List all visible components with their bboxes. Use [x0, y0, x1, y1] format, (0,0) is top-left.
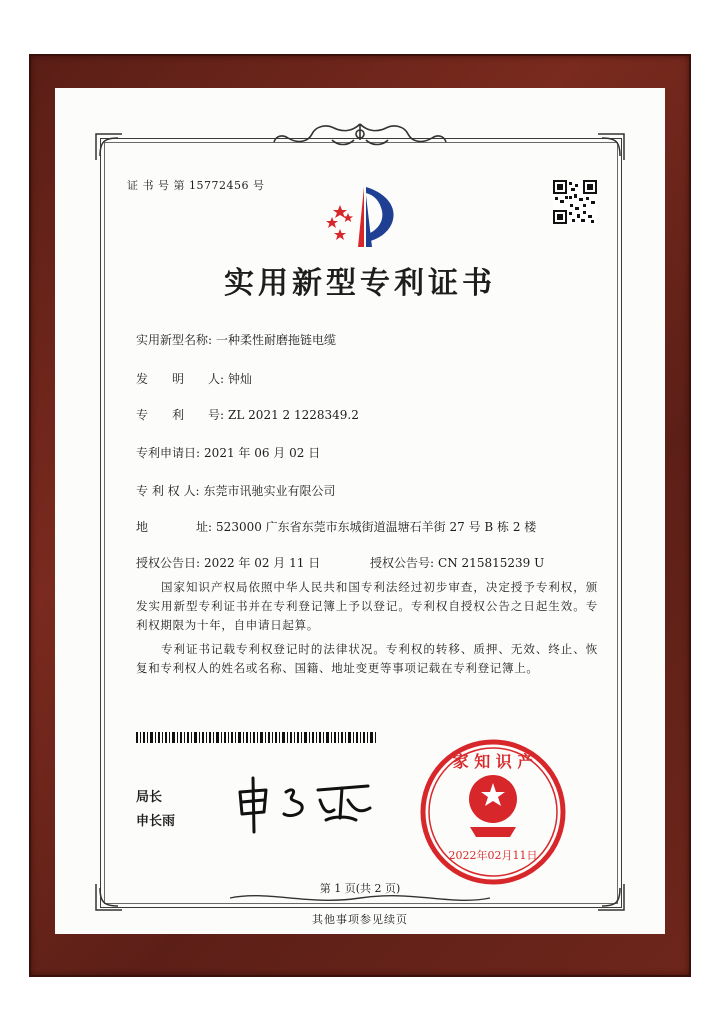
signatory-name: 申长雨 [136, 814, 176, 829]
field-value: ZL 2021 2 1228349.2 [228, 408, 359, 422]
field-value: 钟灿 [228, 372, 253, 386]
cnipa-logo-icon [318, 183, 410, 251]
legal-paragraph-2: 专利证书记载专利权登记时的法律状况。专利权的转移、质押、无效、终止、恢复和专利权人的姓名或名称、国籍、地址变更等事项记载在专利登记簿上。 [136, 642, 598, 675]
field-value: 一种柔性耐磨拖链电缆 [216, 333, 337, 347]
field-value: 2022 年 02 月 11 日 [204, 556, 321, 570]
field-label: 地 址: [136, 520, 213, 534]
field-value: 2021 年 06 月 02 日 [204, 446, 321, 460]
field-grant-number [370, 554, 544, 571]
field-label: 授权公告日: [136, 556, 201, 570]
certificate-number: 证 书 号 第 15772456 号 [127, 179, 265, 192]
certificate-title: 实用新型专利证书 [224, 266, 496, 301]
page-number: 第 1 页(共 2 页) [319, 882, 401, 895]
field-inventor [136, 370, 252, 387]
top-ornament-icon [272, 120, 448, 150]
official-seal-icon [418, 737, 568, 887]
qr-code-icon [553, 180, 597, 224]
field-grant-date [136, 554, 320, 571]
field-patent-number [136, 406, 359, 423]
field-label: 实用新型名称: [136, 333, 213, 347]
handwritten-signature-icon [230, 770, 380, 840]
field-patentee [136, 482, 336, 499]
corner-ornament-icon [596, 132, 626, 162]
field-label: 专 利 权 人: [136, 484, 200, 498]
barcode-icon [136, 732, 376, 743]
footer-note: 其他事项参见续页 [312, 913, 408, 926]
field-value: CN 215815239 U [438, 556, 545, 570]
legal-paragraph-1: 国家知识产权局依照中华人民共和国专利法经过初步审查，决定授予专利权，颁发实用新型专利证书并在专利登记簿上予以登记。专利权自授权公告之日起生效。专利权期限为十年，自申请日起算。 [136, 580, 598, 632]
field-label: 授权公告号: [370, 556, 435, 570]
svg-text:家 知 识 产: 家 知 识 产 [452, 752, 534, 771]
field-value: 东莞市讯驰实业有限公司 [203, 484, 336, 498]
field-address [136, 518, 536, 535]
svg-text:2022年02月11日: 2022年02月11日 [448, 849, 538, 862]
corner-ornament-icon [94, 132, 124, 162]
field-label: 发 明 人: [136, 372, 225, 386]
field-value: 523000 广东省东莞市东城街道温塘石羊街 27 号 B 栋 2 楼 [216, 520, 537, 534]
field-label: 专 利 号: [136, 408, 225, 422]
signatory-title: 局长 [136, 790, 163, 805]
field-label: 专利申请日: [136, 446, 201, 460]
field-application-date [136, 444, 320, 461]
field-utility-model-name [136, 331, 336, 348]
